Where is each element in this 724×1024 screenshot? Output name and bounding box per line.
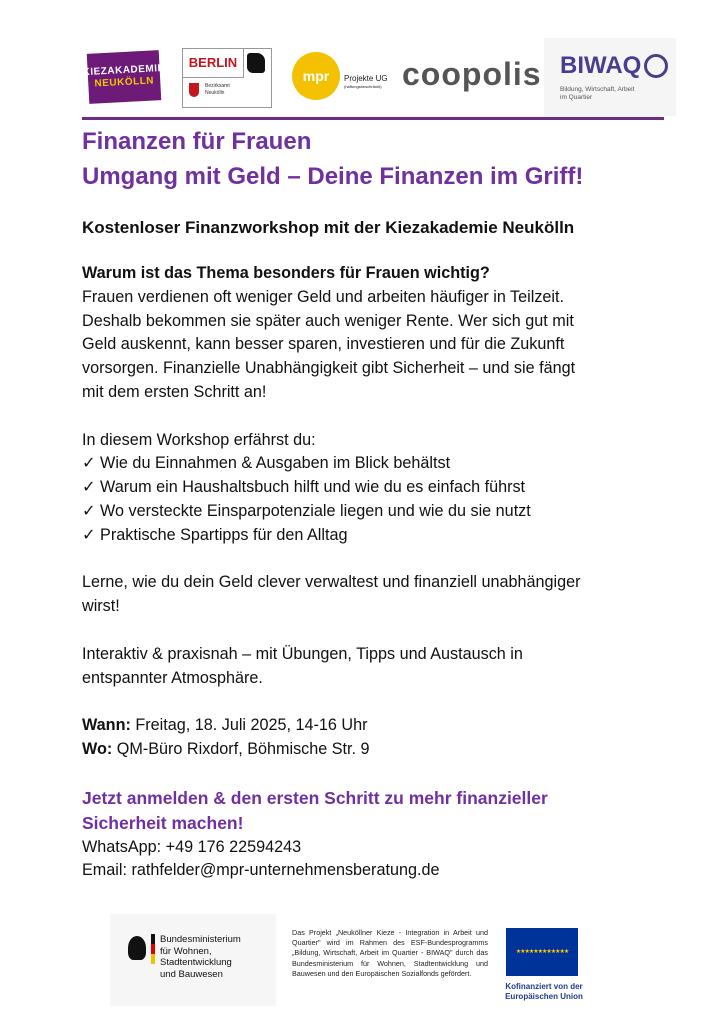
eu-stars-icon: ★★★★★★★★★★★★: [515, 949, 569, 955]
ministry-name: Bundesministerium für Wohnen, Stadtentwicklung und Bauwesen: [160, 934, 241, 980]
closing-line: Lerne, wie du dein Geld clever verwaltest und finanziell unabhängiger: [82, 573, 581, 592]
neukoelln-shield-icon: [189, 83, 199, 97]
berlin-logo: [182, 48, 272, 108]
learn-item: ✓ Praktische Spartipps für den Alltag: [82, 525, 348, 544]
learn-intro: In diesem Workshop erfährst du:: [82, 430, 316, 449]
biwaq-description: Bildung, Wirtschaft, Arbeit im Quartier: [560, 86, 635, 101]
mpr-logo-text: Projekte UG (haftungsbeschränkt): [344, 74, 388, 89]
biwaq-logo: [544, 38, 676, 116]
page-title-line2: Umgang mit Geld – Deine Finanzen im Griff!: [82, 163, 584, 190]
kiez-logo-line1: KIEZAKADEMIE: [82, 62, 165, 79]
mpr-logo: mpr: [292, 52, 340, 100]
learn-item: ✓ Warum ein Haushaltsbuch hilft und wie du es einfach führst: [82, 478, 526, 497]
cta-line: Sicherheit machen!: [82, 812, 244, 833]
why-text-line: mit dem ersten Schritt an!: [82, 382, 267, 401]
whatsapp-contact: WhatsApp: +49 176 22594243: [82, 837, 302, 856]
eu-cofunding-label: Kofinanziert von der Europäischen Union: [505, 982, 583, 1001]
workshop-subtitle: Kostenloser Finanzworkshop mit der Kiezakademie Neukölln: [82, 218, 575, 237]
when-value: Freitag, 18. Juli 2025, 14-16 Uhr: [130, 716, 368, 735]
where-value: QM-Büro Rixdorf, Böhmische Str. 9: [112, 739, 370, 758]
where-label: Wo:: [82, 739, 113, 758]
mpr-logo-small: (haftungsbeschränkt): [344, 84, 382, 89]
why-text-line: Geld auskennt, kann besser sparen, investieren und für die Zukunft: [82, 335, 565, 354]
berlin-logo-subtext: Bezirksamt Neukölln: [205, 83, 230, 96]
learn-item: ✓ Wo versteckte Einsparpotenziale liegen und wie du sie nutzt: [82, 501, 531, 520]
format-line: entspannter Atmosphäre.: [82, 668, 263, 687]
why-text-line: vorsorgen. Finanzielle Unabhängigkeit gibt Sicherheit – und sie fängt: [82, 359, 576, 378]
closing-line: wirst!: [82, 597, 120, 616]
when-label: Wann:: [82, 716, 131, 735]
why-text-line: Frauen verdienen oft weniger Geld und arbeiten häufiger in Teilzeit.: [82, 287, 565, 306]
german-flag-bar: [151, 934, 155, 964]
why-heading: Warum ist das Thema besonders für Frauen wichtig?: [82, 264, 490, 282]
header-divider: [82, 117, 664, 120]
where-line: [82, 738, 682, 762]
eagle-icon: [128, 936, 146, 960]
funding-notice: Das Projekt „Neuköllner Kieze - Integration in Arbeit und Quartier" wird im Rahmen des ESF-Bundesprogramms „Bildung, Wirtschaft, Arbeit im Quartier - BIWAQ" durch das Bundesministerium für Wohnen, Stadtentwicklung und Bauwesen und den Europäischen Sozialfonds gefördert.: [292, 928, 488, 978]
coopolis-logo: coopolis: [402, 56, 542, 92]
why-text-line: Deshalb bekommen sie später auch weniger Rente. Wer sich gut mit: [82, 311, 574, 330]
cta-line: Jetzt anmelden & den ersten Schritt zu mehr finanzieller: [82, 787, 548, 808]
eu-flag: [506, 928, 578, 976]
kiezakademie-logo: [82, 50, 165, 104]
page-title: Finanzen für Frauen: [82, 128, 312, 155]
biwaq-dot-icon: [644, 54, 668, 78]
ministry-logo: [110, 914, 276, 1006]
format-line: Interaktiv & praxisnah – mit Übungen, Tipps und Austausch in: [82, 644, 523, 663]
when-line: [82, 714, 682, 738]
berlin-wordmark: BERLIN: [183, 49, 244, 78]
berlin-bear-icon: [247, 53, 265, 73]
email-contact: Email: rathfelder@mpr-unternehmensberatung.de: [82, 861, 440, 880]
biwaq-wordmark: BIWAQ: [560, 52, 642, 79]
flyer-body: [82, 262, 682, 883]
header-logos: [82, 38, 682, 118]
kiez-logo-line2: NEUKÖLLN: [94, 75, 155, 90]
learn-item: ✓ Wie du Einnahmen & Ausgaben im Blick behältst: [82, 454, 451, 473]
